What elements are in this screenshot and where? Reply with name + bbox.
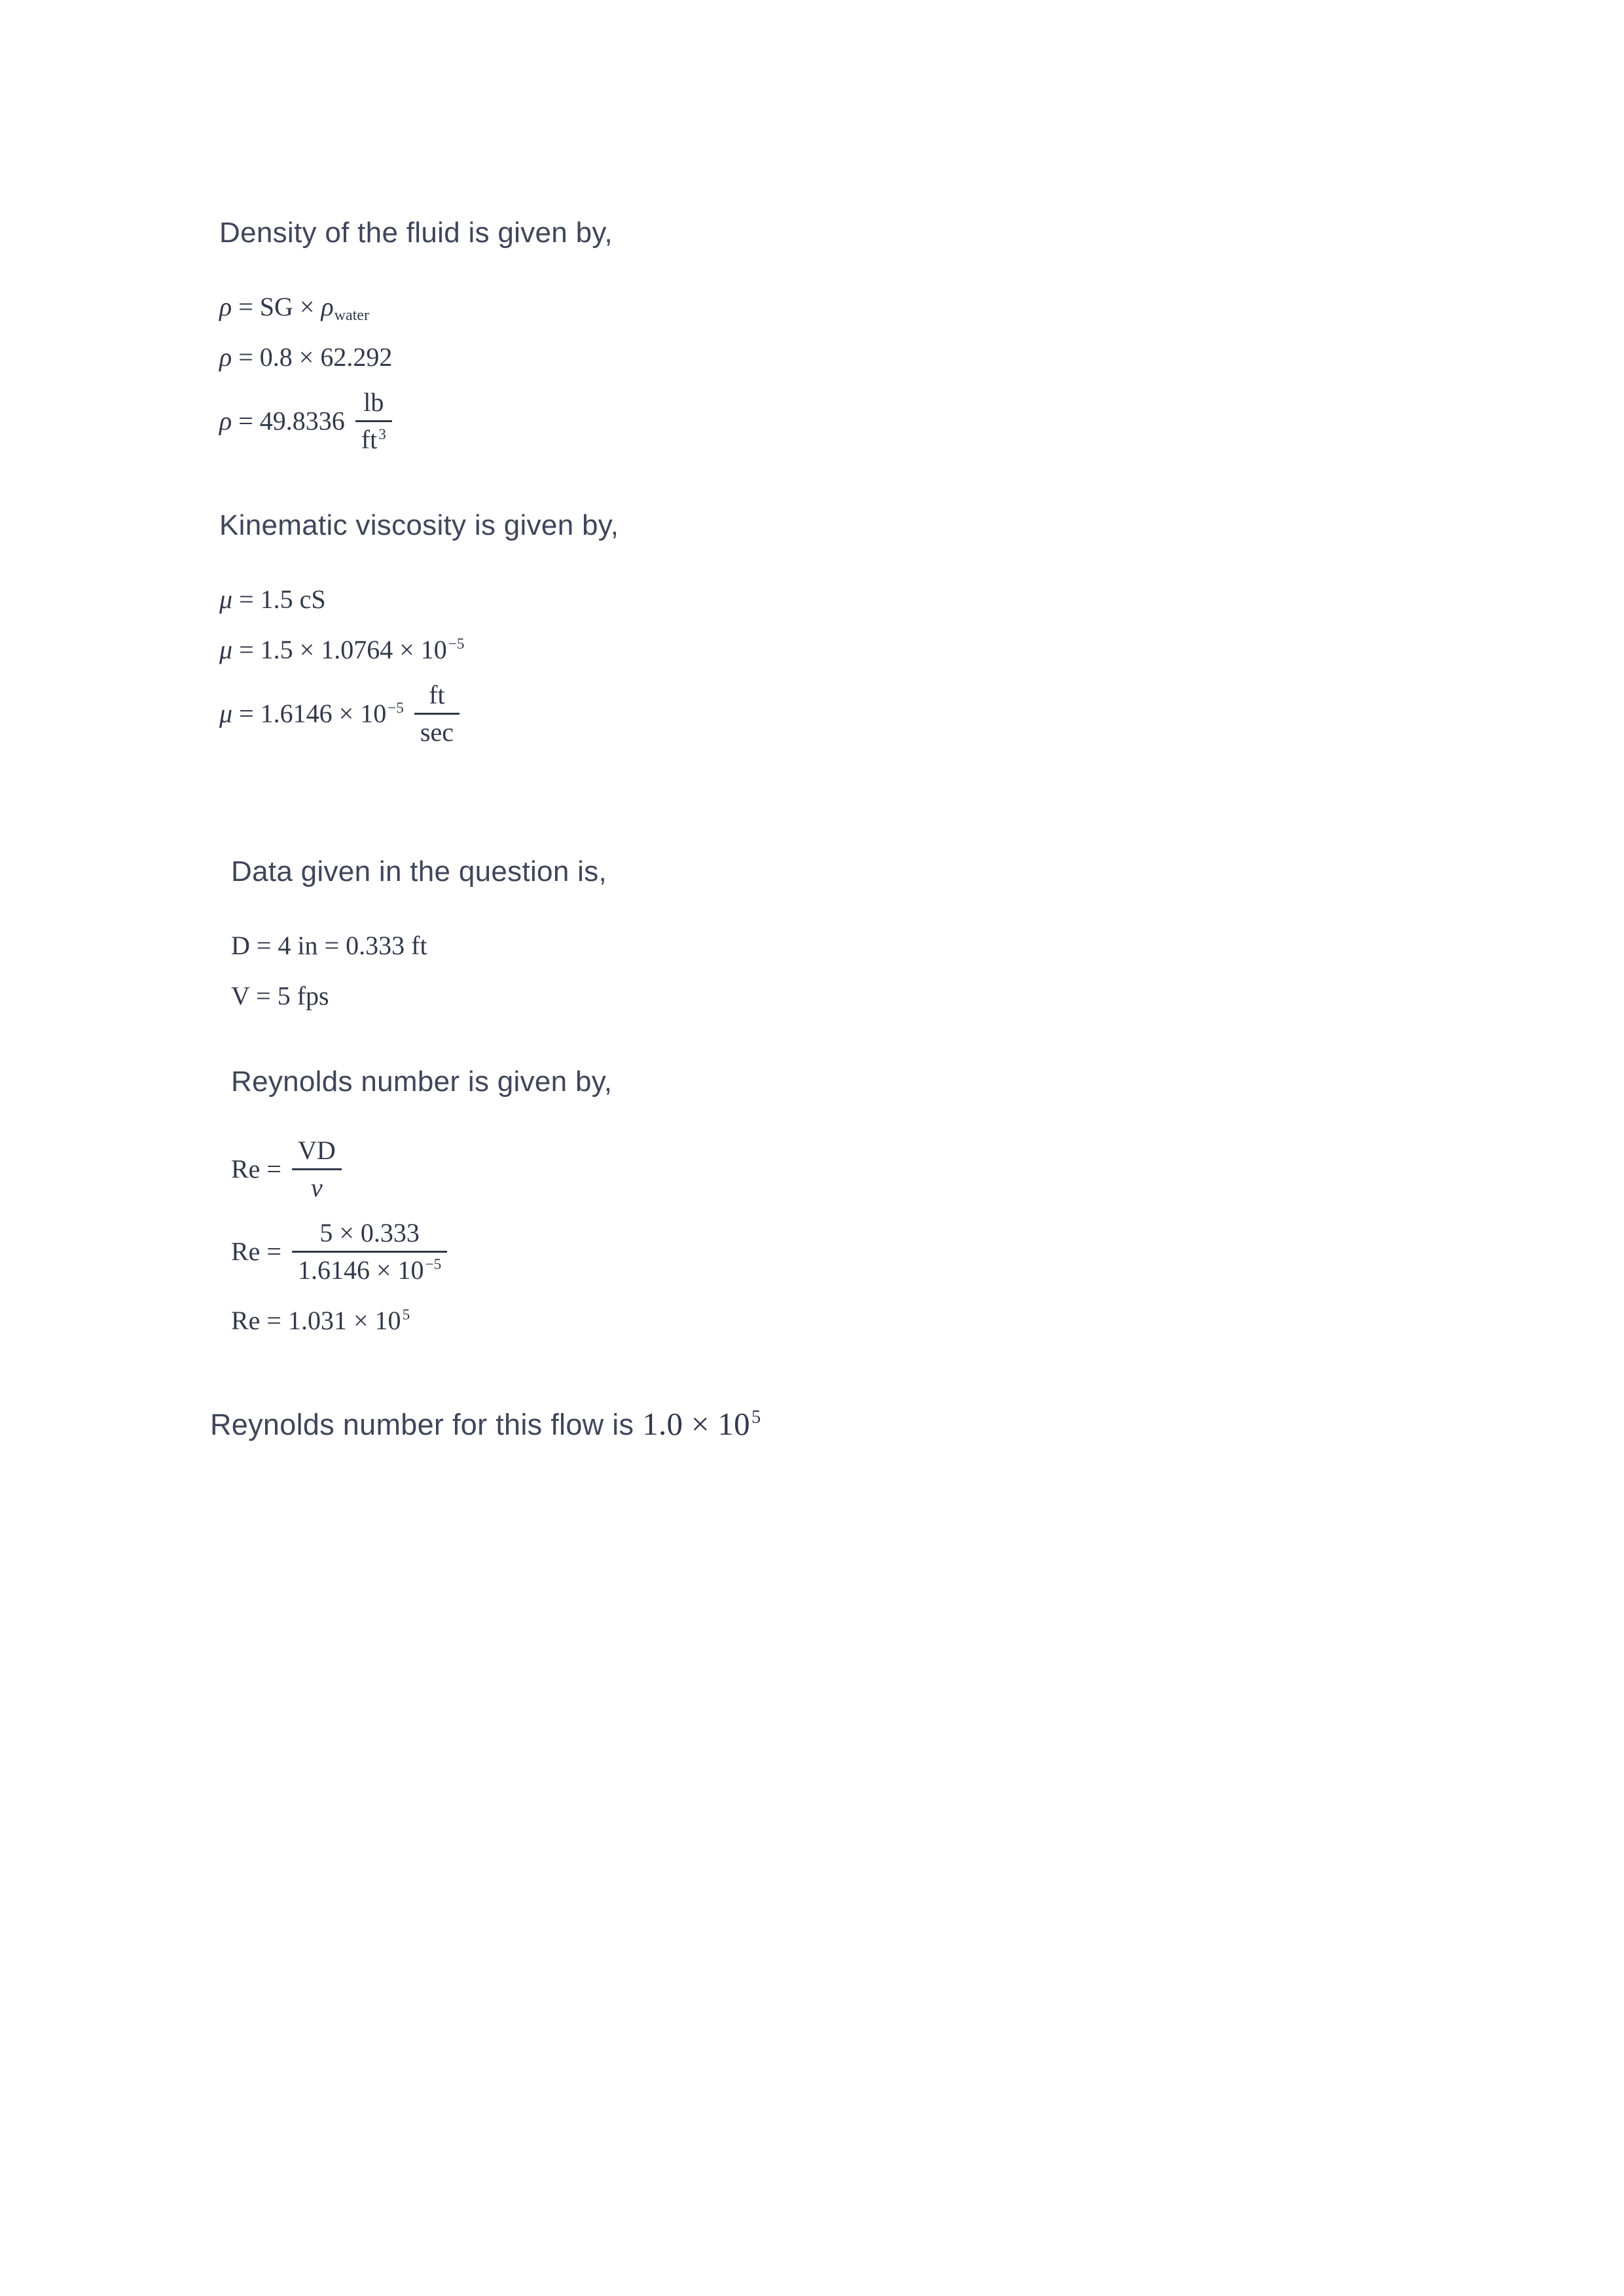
equation-density-result [219,387,1545,456]
fraction-denominator [292,1253,447,1284]
equation-viscosity-result [219,679,1545,749]
math-text: ρ [219,291,232,321]
subscript: water [334,307,369,325]
math-text: Re = 1.031 × 10 [231,1305,401,1335]
math-text: ft [361,424,378,454]
equation-viscosity-cs [219,583,1545,616]
fraction [292,1137,342,1202]
fraction-numerator [314,1219,425,1251]
fraction-numerator [357,389,389,420]
math-text: = SG × [232,291,321,321]
math-text: Re = [231,1154,288,1184]
math-text: ν [311,1172,323,1202]
reynolds-heading: Reynolds number is given by, [231,1065,613,1098]
section-viscosity [219,509,1545,749]
math-text: μ [219,634,233,664]
fraction [292,1219,447,1284]
fraction [355,389,392,454]
math-text: V = 5 fps [231,980,329,1011]
math-text: = 1.5 cS [232,584,326,614]
section-given-data [231,855,1545,1013]
math-text: sec [420,717,454,747]
equation-velocity [231,980,1545,1013]
math-text: 1.0 × 10 [642,1405,750,1442]
superscript: −5 [448,636,465,653]
equation-reynolds-substitution [231,1217,1545,1287]
conclusion-text: Reynolds number for this flow is [210,1407,643,1441]
density-heading: Density of the fluid is given by, [219,217,613,249]
math-text: lb [363,387,384,417]
math-text: VD [298,1135,336,1165]
math-text: = 49.8336 [232,406,352,436]
equation-reynolds-result [231,1304,1545,1337]
equation-density-values [219,341,1545,374]
superscript: 5 [751,1407,761,1428]
fraction-denominator [355,422,392,454]
section-density [219,216,1545,456]
math-text: ρ [219,406,232,436]
math-text: 5 × 0.333 [319,1217,420,1247]
math-text: D = 4 in = 0.333 ft [231,930,427,960]
math-text: μ [219,698,233,728]
math-text [404,699,410,728]
fraction-denominator [305,1170,329,1202]
equation-viscosity-conversion [219,634,1545,666]
superscript: 3 [378,425,386,443]
math-text: Re = [231,1236,288,1266]
conclusion-line [210,1405,1545,1443]
given-data-heading: Data given in the question is, [231,855,607,888]
viscosity-heading: Kinematic viscosity is given by, [219,509,619,541]
math-text: = 1.6146 × 10 [232,698,387,728]
math-text: = 1.5 × 1.0764 × 10 [232,634,447,664]
math-text: ρ [321,291,334,321]
conclusion-value [642,1406,761,1442]
section-reynolds [231,1065,1545,1337]
math-text: ft [429,679,445,709]
math-text: μ [219,584,233,614]
fraction-denominator [414,715,460,746]
math-text: = 0.8 × 62.292 [232,342,393,372]
superscript: −5 [388,700,404,717]
equation-density-symbolic [219,291,1545,323]
fraction [414,681,460,746]
fraction-numerator [423,681,450,713]
superscript: 5 [402,1306,410,1324]
equation-reynolds-formula [231,1135,1545,1204]
equation-diameter [231,929,1545,962]
superscript: −5 [425,1256,442,1274]
math-text: 1.6146 × 10 [298,1255,424,1285]
math-text: ρ [219,342,232,372]
fraction-numerator [292,1137,342,1168]
